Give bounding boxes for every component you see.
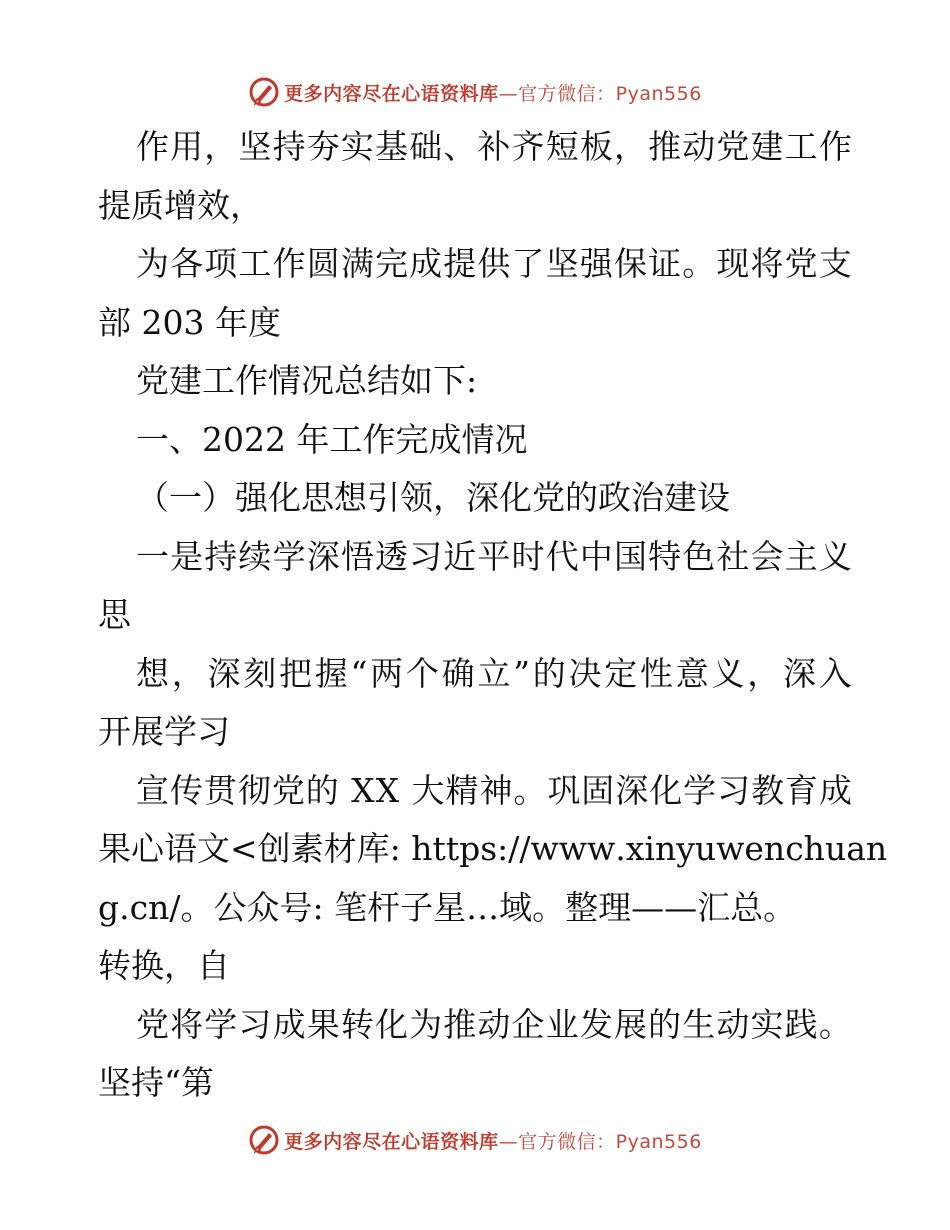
header-watermark-banner	[0, 72, 950, 112]
section-heading: 一、2022 年工作完成情况	[136, 419, 528, 459]
paragraph-line: 一 是 持 续 学 深 悟 透 习 近 平 时 代 中 国 特 色 社 会 主 义	[136, 536, 852, 576]
paragraph-line: 提质增效，	[98, 185, 263, 225]
paragraph-line: 果 心 语 文 < 创 素 材 库 : h t t p s : / / w w w . x i n y u w e n c h u a n	[98, 829, 888, 868]
document-body	[98, 118, 888, 1113]
banner-contact-text: —官方微信：Pyan556	[498, 1130, 702, 1153]
paragraph-line: g.cn/。公众号: 笔杆子星…域。整理——汇总。	[98, 887, 797, 927]
paragraph-line: 转换，自	[98, 946, 230, 985]
paragraph-line: 党建工作情况总结如下:	[136, 361, 478, 400]
banner-brand-text: 更多内容尽在心语资料库	[284, 82, 499, 105]
subsection-heading: （一）强化思想引领，深化党的政治建设	[136, 478, 730, 517]
paragraph-line: 想 ， 深 刻 把 握 “ 两 个 确 立 ” 的 决 定 性 意 义 ， 深 入	[136, 653, 852, 693]
pen-logo-icon	[248, 1124, 280, 1156]
paragraph-line: 宣 传 贯 彻 党 的 X X 大 精 神 。 巩 固 深 化 学 习 教 育 成	[136, 770, 852, 810]
paragraph-line: 作 用 ， 坚 持 夯 实 基 础 、 补 齐 短 板 ， 推 动 党 建 工 作	[136, 127, 852, 166]
paragraph-line: 坚持“第	[98, 1063, 214, 1102]
paragraph-line: 为 各 项 工 作 圆 满 完 成 提 供 了 坚 强 保 证 。 现 将 党 支	[136, 244, 852, 283]
banner-contact-text: —官方微信：Pyan556	[498, 82, 702, 105]
footer-watermark-banner	[0, 1120, 950, 1160]
paragraph-line: 思	[98, 595, 131, 634]
paragraph-line: 开展学习	[98, 712, 230, 751]
paragraph-line: 党 将 学 习 成 果 转 化 为 推 动 企 业 发 展 的 生 动 实 践 。	[136, 1004, 852, 1044]
banner-brand-text: 更多内容尽在心语资料库	[284, 1130, 499, 1153]
paragraph-line: 部 203 年度	[98, 302, 281, 342]
pen-logo-icon	[248, 76, 280, 108]
